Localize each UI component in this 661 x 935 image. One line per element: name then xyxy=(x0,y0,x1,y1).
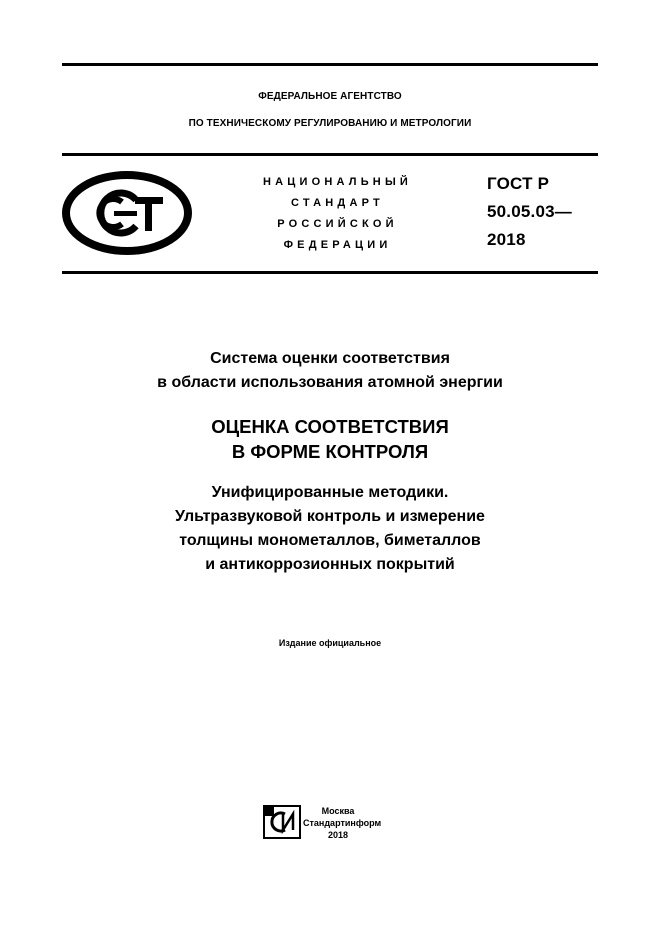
edition-label: Издание официальное xyxy=(278,638,382,648)
series-title xyxy=(62,347,598,395)
publisher-city: Москва xyxy=(321,806,355,816)
main-title-line: ОЦЕНКА СООТВЕТСТВИЯ xyxy=(211,416,449,437)
gost-designation xyxy=(487,170,597,254)
agency-line-1: ФЕДЕРАЛЬНОЕ АГЕНТСТВО xyxy=(258,91,402,102)
standard-rule xyxy=(62,271,598,274)
gost-r-emblem-icon xyxy=(62,170,192,256)
subtitle-line: и антикоррозионных покрытий xyxy=(205,556,455,573)
header-rule xyxy=(62,153,598,156)
publisher-name: Стандартинформ xyxy=(303,818,382,828)
publisher-info xyxy=(303,805,382,841)
national-line: РОССИЙСКОЙ xyxy=(277,218,398,230)
subtitle-line: Ультразвуковой контроль и измерение xyxy=(175,508,485,525)
national-line: НАЦИОНАЛЬНЫЙ xyxy=(262,176,413,188)
agency-line-2: ПО ТЕХНИЧЕСКОМУ РЕГУЛИРОВАНИЮ И МЕТРОЛОГИИ xyxy=(188,118,472,129)
subtitle-line: Унифицированные методики. xyxy=(211,484,449,501)
standartinform-logo-icon xyxy=(263,805,301,839)
national-standard-label xyxy=(235,172,440,256)
publisher-year: 2018 xyxy=(327,830,349,840)
main-title-line: В ФОРМЕ КОНТРОЛЯ xyxy=(231,441,429,462)
series-line: в области использования атомной энергии xyxy=(157,374,503,391)
main-title xyxy=(62,414,598,464)
national-line: ФЕДЕРАЦИИ xyxy=(283,239,392,251)
gost-line: 2018 xyxy=(487,230,526,249)
gost-line: ГОСТ Р xyxy=(487,174,550,193)
gost-line: 50.05.03— xyxy=(487,202,572,221)
series-line: Система оценки соответствия xyxy=(210,350,450,367)
top-rule xyxy=(62,63,598,66)
national-line: СТАНДАРТ xyxy=(291,197,384,209)
subtitle-line: толщины монометаллов, биметаллов xyxy=(179,532,481,549)
subtitle xyxy=(62,481,598,577)
